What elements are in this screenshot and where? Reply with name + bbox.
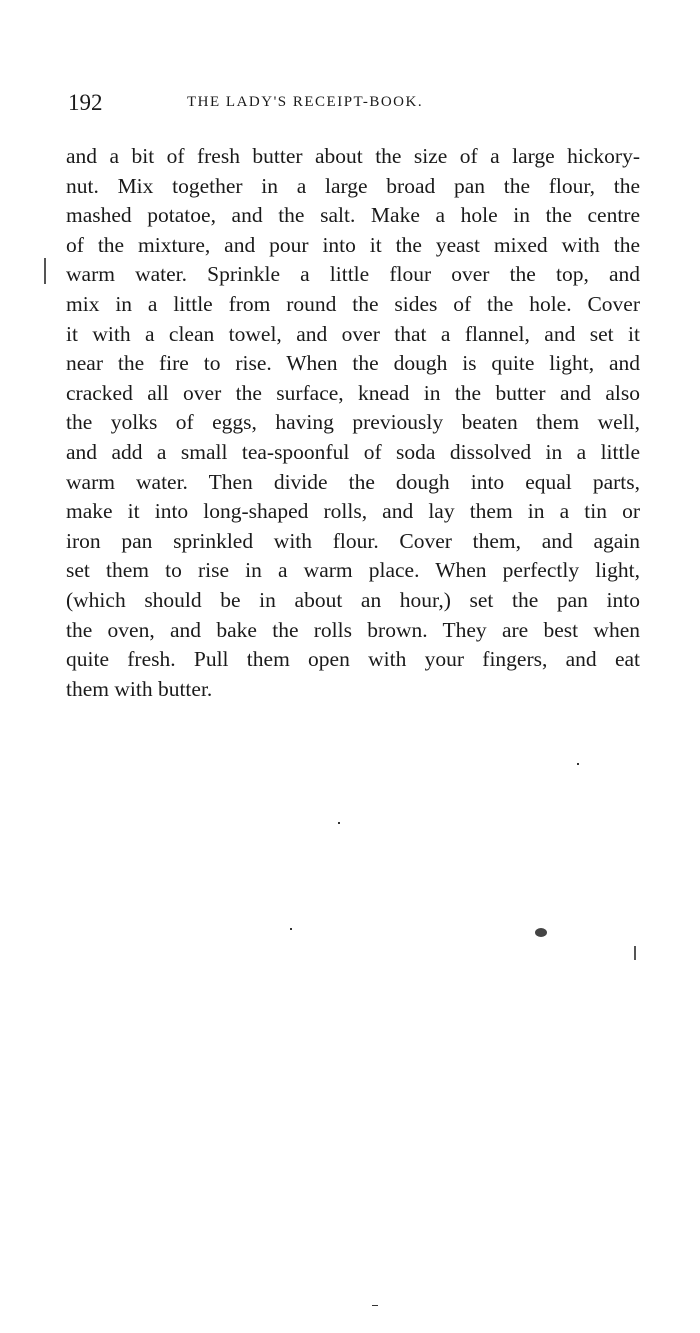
text-line: mashed potatoe, and the salt. Make a hole in the centre: [66, 203, 640, 228]
scan-speck: [634, 946, 636, 960]
text-line: warm water. Sprinkle a little flour over the top, and: [66, 262, 640, 287]
text-line: mix in a little from round the sides of the hole. Cover: [66, 291, 640, 316]
text-line: quite fresh. Pull them open with your fingers, and eat: [66, 647, 640, 672]
scan-speck: [577, 763, 579, 765]
body-text: [66, 142, 640, 704]
text-line: it with a clean towel, and over that a flannel, and set it: [66, 321, 640, 346]
scan-speck: [44, 258, 46, 284]
scan-speck: [290, 928, 292, 930]
text-line: iron pan sprinkled with flour. Cover them, and again: [66, 528, 640, 553]
text-line: make it into long-shaped rolls, and lay them in a tin or: [66, 499, 640, 524]
text-line: the oven, and bake the rolls brown. They are best when: [66, 617, 640, 642]
text-line: and a bit of fresh butter about the size of a large hickory-: [66, 144, 640, 168]
scan-speck: [338, 822, 340, 824]
text-line: them with butter.: [66, 676, 213, 701]
text-line: and add a small tea-spoonful of soda dissolved in a little: [66, 439, 640, 464]
text-line: near the fire to rise. When the dough is quite light, and: [66, 351, 640, 376]
running-head: THE LADY'S RECEIPT-BOOK.: [187, 94, 424, 110]
text-line: set them to rise in a warm place. When perfectly light,: [66, 558, 640, 583]
text-line: (which should be in about an hour,) set the pan into: [66, 587, 640, 612]
text-line: cracked all over the surface, knead in the butter and also: [66, 380, 640, 405]
page-number: 192: [68, 90, 103, 115]
text-line: warm water. Then divide the dough into equal parts,: [66, 469, 640, 494]
text-line: the yolks of eggs, having previously beaten them well,: [66, 410, 640, 435]
text-line: nut. Mix together in a large broad pan the flour, the: [66, 173, 640, 198]
text-line: of the mixture, and pour into it the yeast mixed with the: [66, 232, 640, 257]
scan-speck: [372, 1305, 378, 1306]
scan-speck: [535, 928, 547, 937]
